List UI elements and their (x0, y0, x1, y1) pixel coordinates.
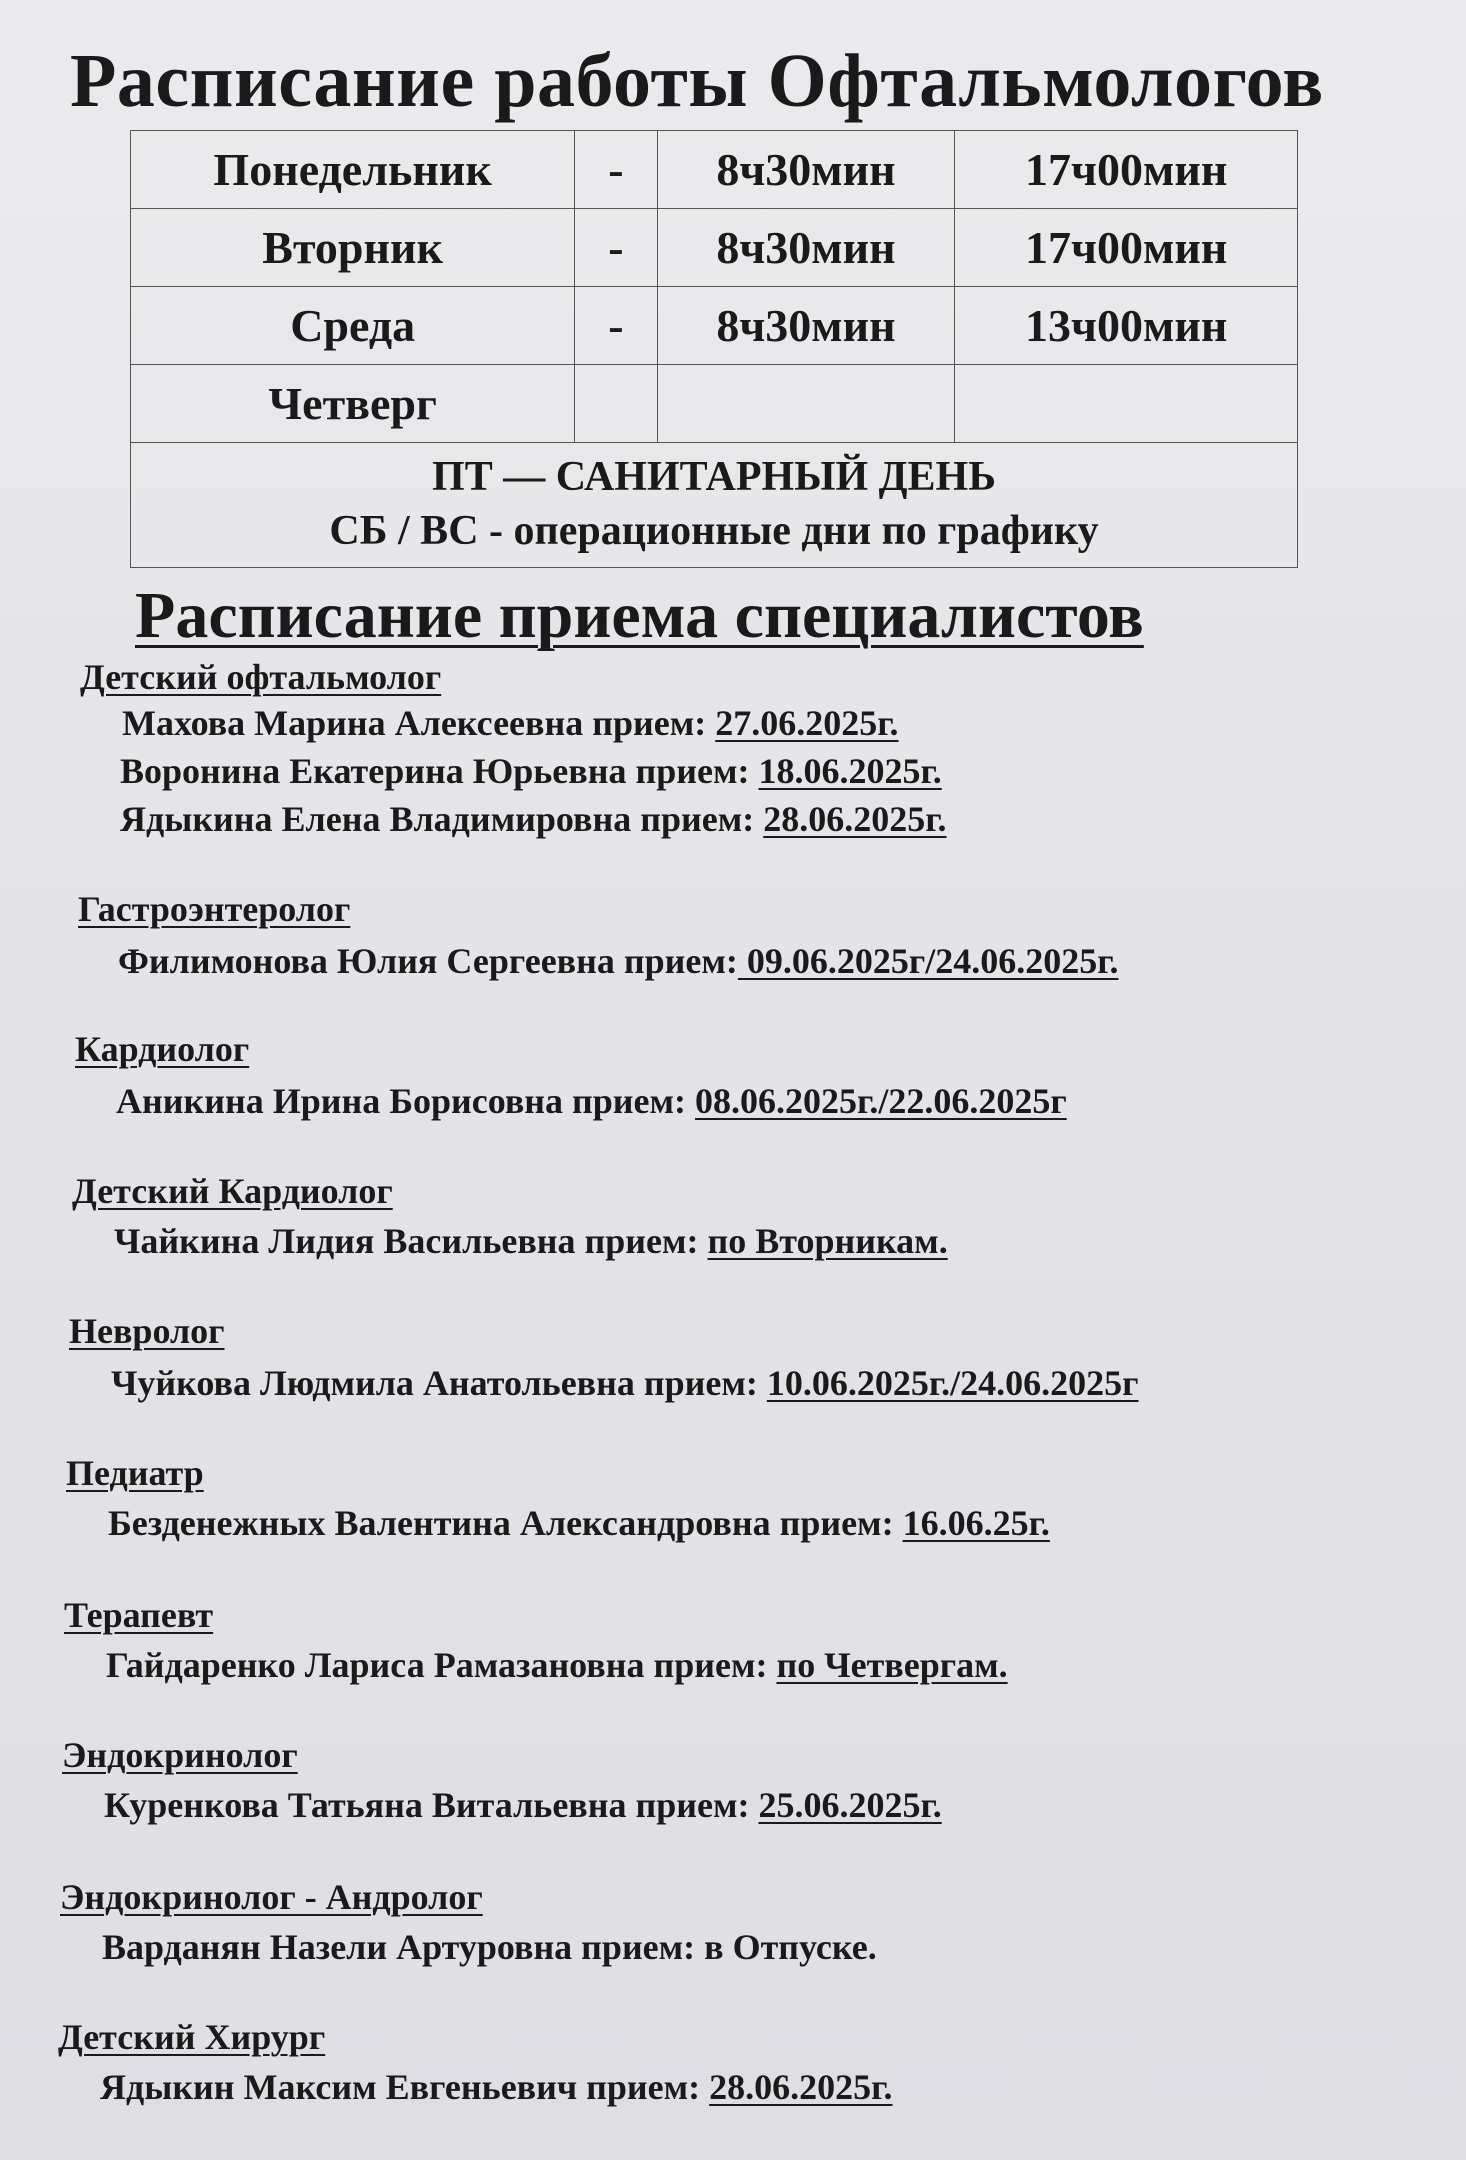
doctor-name: Варданян Назели Артуровна прием: в Отпуске. (102, 1927, 877, 1967)
doctor-name: Чайкина Лидия Васильевна прием: (114, 1221, 708, 1261)
end-time-cell (955, 365, 1298, 443)
doctor-entry (111, 1362, 1139, 1404)
table-row (131, 209, 1298, 287)
doctor-entry (120, 750, 942, 792)
appointment-date: 08.06.2025г./22.06.2025г (695, 1081, 1067, 1121)
specialty-heading: Эндокринолог - Андролог (60, 1877, 483, 1917)
doctor-name: Воронина Екатерина Юрьевна прием: (120, 751, 759, 791)
dash-cell (575, 365, 657, 443)
ophthalmology-hours-table (130, 130, 1298, 568)
table-row (131, 443, 1298, 568)
doctor-entry (122, 702, 899, 744)
specialty-heading: Невролог (69, 1311, 225, 1351)
appointment-date: 10.06.2025г./24.06.2025г (766, 1363, 1139, 1403)
doctor-name: Аникина Ирина Борисовна прием: (116, 1081, 696, 1121)
appointment-date: 16.06.25г. (902, 1503, 1050, 1543)
start-time-cell: 8ч30мин (657, 209, 955, 287)
page-title: Расписание работы Офтальмологов (70, 39, 1324, 123)
doctor-entry (108, 1502, 1050, 1544)
doctor-entry (120, 798, 947, 840)
doctor-entry (114, 1220, 948, 1262)
sanitary-day-note: ПТ — САНИТАРНЫЙ ДЕНЬ (432, 454, 996, 501)
dash-cell: - (575, 287, 657, 365)
specialty-heading: Педиатр (66, 1453, 204, 1493)
appointment-schedule: по Вторникам. (707, 1221, 948, 1261)
doctor-name: Ядыкина Елена Владимировна прием: (120, 799, 764, 839)
appointment-schedule: по Четвергам. (776, 1645, 1008, 1685)
doctor-name: Чуйкова Людмила Анатольевна прием: (111, 1363, 767, 1403)
doctor-name: Филимонова Юлия Сергеевна прием: (118, 941, 738, 981)
appointment-date: 28.06.2025г. (763, 799, 947, 839)
specialty-heading: Детский Хирург (58, 2017, 326, 2057)
start-time-cell (657, 365, 955, 443)
table-row (131, 131, 1298, 209)
doctor-entry (118, 940, 1119, 982)
doctor-entry (116, 1080, 1067, 1122)
doctor-name: Гайдаренко Лариса Рамазановна прием: (106, 1645, 777, 1685)
table-row (131, 365, 1298, 443)
appointment-date: 09.06.2025г/24.06.2025г. (737, 941, 1119, 981)
appointment-date: 28.06.2025г. (709, 2067, 893, 2107)
doctor-entry (100, 2066, 892, 2108)
dash-cell: - (575, 209, 657, 287)
weekend-operations-note: СБ / ВС - операционные дни по графику (329, 508, 1099, 554)
doctor-entry (106, 1644, 1008, 1686)
doctor-name: Махова Марина Алексеевна прием: (122, 703, 716, 743)
doctor-name: Куренкова Татьяна Витальевна прием: (104, 1785, 759, 1825)
start-time-cell: 8ч30мин (657, 131, 955, 209)
weekend-note-cell (131, 443, 1298, 568)
end-time-cell: 17ч00мин (955, 131, 1298, 209)
specialty-heading: Гастроэнтеролог (78, 889, 351, 929)
weekday-cell: Четверг (131, 365, 575, 443)
appointment-date: 27.06.2025г. (715, 703, 899, 743)
dash-cell: - (575, 131, 657, 209)
appointment-date: 18.06.2025г. (758, 751, 942, 791)
weekday-cell: Вторник (131, 209, 575, 287)
specialists-title: Расписание приема специалистов (135, 579, 1144, 652)
doctor-entry (102, 1926, 877, 1968)
weekday-cell: Среда (131, 287, 575, 365)
doctor-entry (104, 1784, 942, 1826)
specialty-heading: Детский офтальмолог (80, 657, 442, 697)
doctor-name: Безденежных Валентина Александровна прием: (108, 1503, 903, 1543)
end-time-cell: 13ч00мин (955, 287, 1298, 365)
appointment-date: 25.06.2025г. (758, 1785, 942, 1825)
specialty-heading: Терапевт (64, 1595, 214, 1635)
start-time-cell: 8ч30мин (657, 287, 955, 365)
specialty-heading: Детский Кардиолог (72, 1171, 393, 1211)
weekday-cell: Понедельник (131, 131, 575, 209)
end-time-cell: 17ч00мин (955, 209, 1298, 287)
table-row (131, 287, 1298, 365)
specialty-heading: Эндокринолог (62, 1735, 298, 1775)
doctor-name: Ядыкин Максим Евгеньевич прием: (100, 2067, 710, 2107)
specialty-heading: Кардиолог (75, 1029, 250, 1069)
